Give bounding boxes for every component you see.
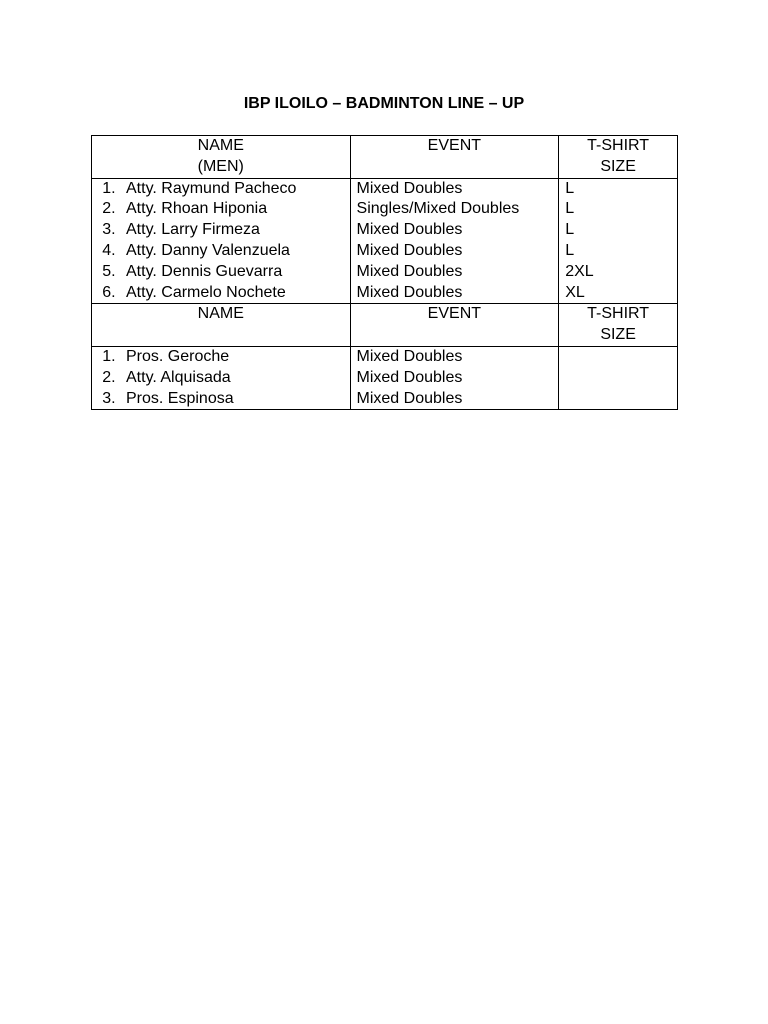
list-item: 6. Atty. Carmelo Nochete bbox=[120, 283, 344, 304]
header-event-label: EVENT bbox=[427, 137, 482, 154]
header-name-cell bbox=[92, 136, 351, 179]
header-size-cell bbox=[559, 136, 678, 179]
list-item: 3. Atty. Larry Firmeza bbox=[120, 220, 344, 241]
size-value: XL bbox=[565, 283, 585, 301]
men-events-cell bbox=[350, 178, 559, 304]
header-size-sublabel: SIZE bbox=[600, 157, 636, 175]
second-header-row bbox=[92, 304, 678, 347]
table-header-row bbox=[92, 136, 678, 179]
header-size-label: T-SHIRT bbox=[587, 137, 650, 154]
men-names-cell bbox=[92, 178, 351, 304]
event-value: Mixed Doubles bbox=[356, 179, 463, 197]
second-names-list bbox=[98, 347, 344, 409]
list-item: 5. Atty. Dennis Guevarra bbox=[120, 262, 344, 283]
size-value: L bbox=[565, 241, 575, 259]
event-value: Mixed Doubles bbox=[356, 221, 463, 239]
second-list-row bbox=[92, 346, 678, 409]
second-header-name-cell bbox=[92, 304, 351, 347]
list-item: 4. Atty. Danny Valenzuela bbox=[120, 241, 344, 262]
second-header-event-cell bbox=[350, 304, 559, 347]
list-item: 2. Atty. Alquisada bbox=[120, 368, 344, 389]
size-value: 2XL bbox=[565, 262, 594, 280]
event-value: Mixed Doubles bbox=[356, 389, 463, 407]
header-event-cell bbox=[350, 136, 559, 179]
size-value: L bbox=[565, 221, 575, 239]
second-header-size-label: T-SHIRT bbox=[587, 305, 650, 323]
header-name-label: NAME bbox=[197, 137, 244, 154]
men-names-list bbox=[98, 179, 344, 304]
header-name-sublabel: (MEN) bbox=[197, 157, 244, 175]
second-header-size-cell bbox=[559, 304, 678, 347]
list-item: 2. Atty. Rhoan Hiponia bbox=[120, 199, 344, 220]
men-list-row bbox=[92, 178, 678, 304]
lineup-table bbox=[91, 135, 678, 410]
event-value: Singles/Mixed Doubles bbox=[356, 200, 520, 218]
event-value: Mixed Doubles bbox=[356, 347, 463, 365]
second-names-cell bbox=[92, 346, 351, 409]
second-header-event-label: EVENT bbox=[427, 305, 482, 323]
second-events-cell bbox=[350, 346, 559, 409]
event-value: Mixed Doubles bbox=[356, 262, 463, 280]
event-value: Mixed Doubles bbox=[356, 241, 463, 259]
page-title: IBP ILOILO – BADMINTON LINE – UP bbox=[243, 95, 525, 112]
second-header-size-sublabel: SIZE bbox=[600, 326, 636, 344]
list-item: 1. Atty. Raymund Pacheco bbox=[120, 179, 344, 200]
event-value: Mixed Doubles bbox=[356, 283, 463, 301]
event-value: Mixed Doubles bbox=[356, 368, 463, 386]
men-sizes-cell bbox=[559, 178, 678, 304]
second-header-name-label: NAME bbox=[197, 305, 244, 323]
list-item: 3. Pros. Espinosa bbox=[120, 389, 344, 410]
second-sizes-cell bbox=[559, 346, 678, 409]
size-value: L bbox=[565, 179, 575, 197]
size-value: L bbox=[565, 200, 575, 218]
list-item: 1. Pros. Geroche bbox=[120, 347, 344, 368]
